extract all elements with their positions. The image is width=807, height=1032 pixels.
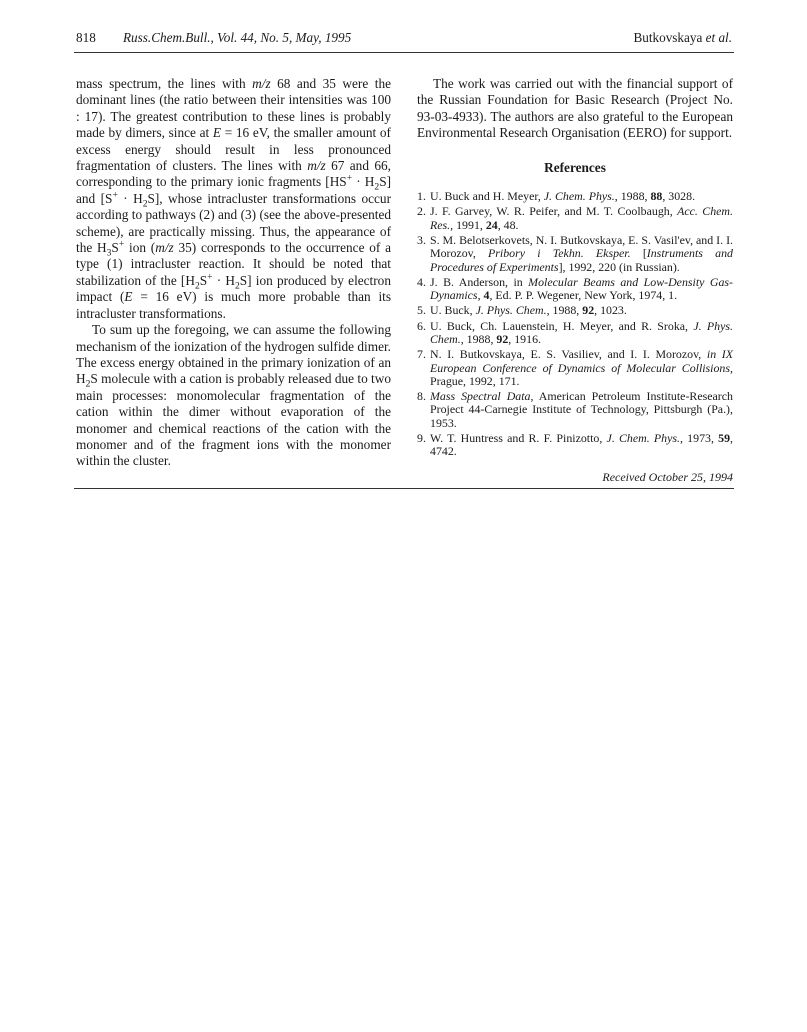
references-heading: References <box>544 159 606 175</box>
right-column <box>417 76 733 461</box>
footer-rule <box>74 488 734 489</box>
page-number: 818 <box>76 30 96 45</box>
reference-item <box>417 234 733 274</box>
received-date: Received October 25, 1994 <box>602 470 733 484</box>
reference-number: 2. <box>417 204 426 219</box>
authors-et-al: et al. <box>705 30 732 45</box>
reference-text: S. M. Belotserkovets, N. I. Butkovskaya, E. S. Vasil'ev, and I. I. Morozov, Pribory i Tekhn. Eksper. [Instruments and Procedures of Experiments], 1992, 220 (in Russian). <box>430 232 734 274</box>
running-header <box>76 28 732 50</box>
reference-text: Mass Spectral Data, American Petroleum Institute-Research Project 44-Carnegie Institute of Technology, Pittsburgh (Pa.), 1953. <box>430 389 733 430</box>
reference-number: 7. <box>417 347 426 362</box>
reference-text: U. Buck, J. Phys. Chem., 1988, 92, 1023. <box>430 303 627 318</box>
header-rule <box>74 52 734 53</box>
reference-number: 3. <box>417 232 426 247</box>
reference-number: 6. <box>417 318 426 333</box>
reference-item <box>417 432 733 459</box>
reference-number: 5. <box>417 303 426 318</box>
references-list <box>417 190 733 459</box>
body-paragraph-1: mass spectrum, the lines with m/z 68 and 35 were the dominant lines (the ratio between their intensities was 100 : 17). The greatest contribution to these lines is probably made by dimers, since at E = 16 eV, the smaller amount of excess energy should result in less pronounced fragmentation of clusters. The lines with m/z 67 and 66, corresponding to the primary ionic fragments $[HS^+ \cdot H_2S]$ and $[S^+ \cdot H_2S]$, whose intracluster transformations occur according to pathways (2) and (3) (see the above-presented scheme), are practically missing. Thus, the appearance of the $H_3S^+$ ion (m/z 35) corresponds to the occurrence of a type (1) intracluster reaction. It should be noted that stabilization of the $[H_2S^+ \cdot H_2S]$ ion produced by electron impact (E = 16 eV) is much more probable than its intracluster transformations. <box>76 76 392 321</box>
acknowledgment-paragraph: The work was carried out with the financial support of the Russian Foundation for Basic Research (Project No. 93-03-4933). The authors are also grateful to the European Environmental Research Organisation (EERO) for support. <box>417 76 733 141</box>
reference-text: U. Buck, Ch. Lauenstein, H. Meyer, and R. Sroka, J. Phys. Chem., 1988, 92, 1916. <box>430 318 733 346</box>
reference-item <box>417 304 733 317</box>
reference-item <box>417 190 733 203</box>
running-authors <box>633 30 732 46</box>
authors-name: Butkovskaya <box>633 30 706 45</box>
reference-text: N. I. Butkovskaya, E. S. Vasiliev, and I. I. Morozov, in IX European Conference of Dynamics of Molecular Collisions, Prague, 1992, 171. <box>430 347 734 388</box>
reference-text: J. F. Garvey, W. R. Peifer, and M. T. Coolbaugh, Acc. Chem. Res., 1991, 24, 48. <box>430 204 733 232</box>
reference-text: J. B. Anderson, in Molecular Beams and Low-Density Gas-Dynamics, 4, Ed. P. P. Wegener, New York, 1974, 1. <box>430 274 733 303</box>
left-column <box>76 76 391 470</box>
reference-item <box>417 205 733 232</box>
reference-item <box>417 348 733 388</box>
reference-text: W. T. Huntress and R. F. Pinizotto, J. Chem. Phys., 1973, 59, 4742. <box>430 431 734 459</box>
reference-number: 1. <box>417 189 426 204</box>
reference-item <box>417 390 733 430</box>
reference-number: 4. <box>417 274 426 289</box>
reference-item <box>417 276 733 303</box>
journal-citation: Russ.Chem.Bull., Vol. 44, No. 5, May, 1995 <box>123 30 352 45</box>
reference-number: 9. <box>417 431 426 446</box>
reference-text: U. Buck and H. Meyer, J. Chem. Phys., 1988, 88, 3028. <box>430 189 696 204</box>
body-paragraph-2: To sum up the foregoing, we can assume the following mechanism of the ionization of the hydrogen sulfide dimer. The excess energy obtained in the primary ionization of an $H_2S$ molecule with a cation is probably released due to two main processes: monomolecular fragmentation of the cation within the dimer without evaporation of the monomer and chemical reactions of the cation with the monomer and of the fragment ions with the monomer within the cluster. <box>76 322 391 469</box>
reference-number: 8. <box>417 389 426 404</box>
reference-item <box>417 320 733 347</box>
